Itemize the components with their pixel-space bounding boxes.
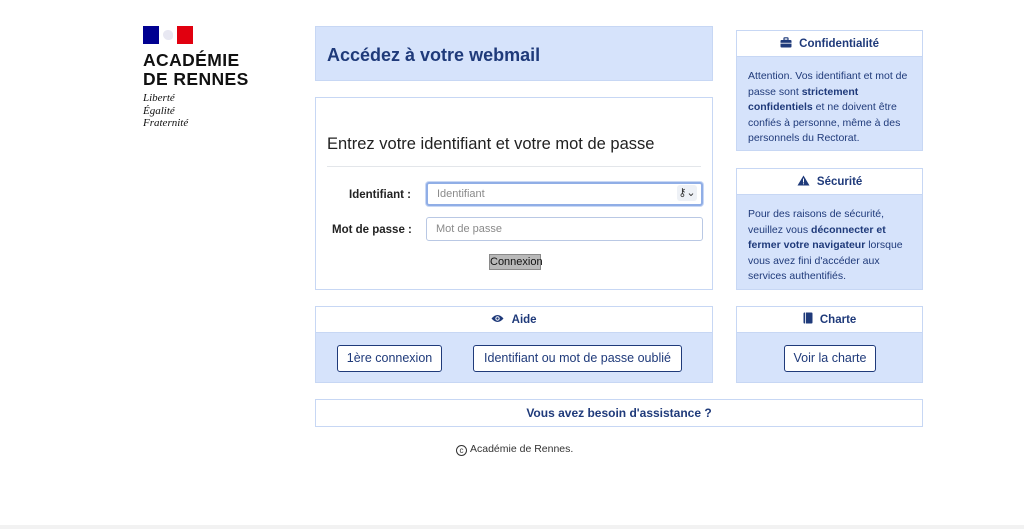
assistance-panel[interactable] — [315, 399, 923, 427]
assistance-link[interactable]: Vous avez besoin d'assistance ? — [526, 406, 712, 420]
bottom-strip — [0, 525, 1024, 529]
help-title: Aide — [511, 314, 537, 326]
security-panel — [736, 168, 923, 290]
confidentiality-text — [748, 69, 912, 147]
webmail-title-panel — [315, 26, 713, 81]
key-icon[interactable]: ⚷⌄ — [678, 187, 696, 199]
security-text-part2: lorsque vous avez fini d'accéder aux services authentifiés. — [748, 239, 903, 282]
security-text-bold: déconnecter et fermer votre navigateur — [748, 223, 886, 251]
copyright-icon: c — [456, 445, 467, 456]
confidentiality-panel — [736, 30, 923, 151]
view-charter-button[interactable]: Voir la charte — [784, 345, 876, 372]
french-flag-icon — [143, 26, 193, 44]
eye-icon — [491, 314, 507, 326]
motto-egalite: Égalité — [143, 104, 175, 117]
briefcase-icon — [780, 38, 795, 50]
confidentiality-title: Confidentialité — [799, 38, 880, 50]
security-title: Sécurité — [816, 176, 863, 188]
charter-header — [737, 307, 922, 333]
footer — [456, 443, 573, 456]
login-button[interactable]: Connexion — [489, 254, 541, 270]
confidentiality-text-bold: strictement confidentiels — [748, 85, 859, 113]
confidentiality-header — [737, 31, 922, 57]
motto-liberte: Liberté — [143, 92, 175, 104]
charter-title: Charte — [819, 314, 857, 326]
footer-text: Académie de Rennes. — [470, 443, 574, 455]
help-header — [316, 307, 712, 333]
logo-title-line2: DE RENNES — [143, 69, 249, 89]
charter-panel — [736, 306, 923, 383]
page-title: Accédez à votre webmail — [327, 45, 541, 65]
logo-title-line1: ACADÉMIE — [143, 50, 240, 70]
login-divider — [327, 166, 701, 167]
username-label: Identifiant : — [349, 189, 411, 201]
password-input[interactable] — [426, 217, 703, 241]
login-panel — [315, 97, 713, 290]
confidentiality-text-part2: et ne doivent être confiés à personne, même à des personnels du Rectorat. — [748, 101, 901, 144]
book-icon — [803, 314, 816, 326]
academie-logo — [143, 26, 273, 130]
warning-icon — [797, 176, 813, 188]
login-heading: Entrez votre identifiant et votre mot de passe — [327, 135, 655, 153]
security-header — [737, 169, 922, 195]
confidentiality-text-part1: Attention. Vos identifiant et mot de passe sont — [748, 70, 908, 98]
forgot-credentials-button[interactable]: Identifiant ou mot de passe oublié — [473, 345, 682, 372]
security-text — [748, 207, 912, 285]
security-text-part1: Pour des raisons de sécurité, veuillez vous — [748, 208, 884, 236]
motto-fraternite: Fraternité — [143, 117, 189, 129]
logo-title — [143, 51, 273, 89]
password-label: Mot de passe : — [332, 224, 412, 236]
username-input[interactable] — [426, 182, 703, 206]
logo-motto — [143, 92, 273, 130]
help-panel — [315, 306, 713, 383]
first-login-button[interactable]: 1ère connexion — [337, 345, 442, 372]
